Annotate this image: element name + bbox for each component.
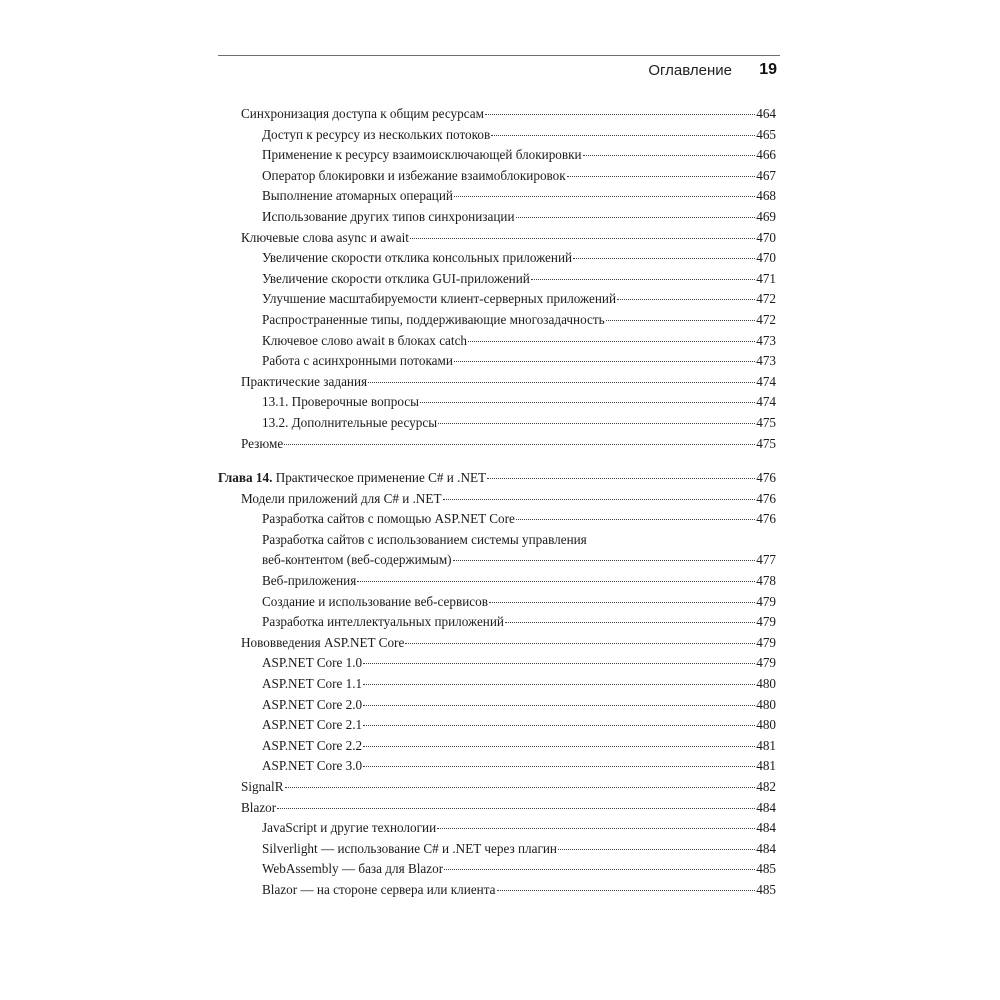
dot-leader <box>567 176 756 177</box>
toc-entry-page-number: 473 <box>756 332 776 348</box>
toc-entry-title <box>262 571 356 592</box>
toc-entry-row <box>262 818 776 839</box>
toc-entry-page-number: 479 <box>756 593 776 609</box>
toc-entry-title-text: Синхронизация доступа к общим ресурсам <box>241 106 484 121</box>
toc-section-entry[interactable] <box>218 798 776 819</box>
toc-entry-page-number: 466 <box>756 147 776 163</box>
toc-entry-title <box>262 880 496 901</box>
dot-leader <box>363 705 755 706</box>
toc-entry-row <box>218 468 776 489</box>
toc-subsection-entry[interactable] <box>218 392 776 413</box>
dot-leader <box>443 499 756 500</box>
toc-subsection-entry[interactable] <box>218 207 776 228</box>
toc-entry-title-text: веб-контентом (веб-содержимым) <box>262 552 452 568</box>
toc-entry-title <box>241 633 404 654</box>
toc-subsection-entry[interactable] <box>218 186 776 207</box>
toc-entry-title-text: Практическое применение C# и .NET <box>275 470 487 486</box>
toc-entry-row <box>262 269 776 290</box>
toc-entry-page-number: 474 <box>756 373 776 389</box>
toc-entry-page-number: 476 <box>756 511 776 527</box>
toc-entry-title-text: Оператор блокировки и избежание взаимоблокировок <box>262 167 566 183</box>
dot-leader <box>420 402 755 403</box>
toc-entry-title-text: Резюме <box>241 435 284 451</box>
toc-entry-title <box>262 839 557 860</box>
toc-entry-title <box>262 674 362 695</box>
dot-leader <box>617 299 755 300</box>
toc-entry-title <box>241 228 409 249</box>
toc-entry-row <box>262 550 776 571</box>
toc-entry-title-text: Распространенные типы, поддерживающие многозадачность <box>262 311 605 327</box>
toc-entry-title-text: Практические задания <box>241 373 368 389</box>
toc-entry-title-text: Ключевое слово await в блоках catch <box>262 332 468 348</box>
toc-entry-page-number: 480 <box>756 696 776 712</box>
toc-subsection-entry[interactable] <box>218 289 776 310</box>
toc-entry-title <box>262 166 566 187</box>
toc-entry-row <box>262 859 776 880</box>
toc-entry-page-number: 468 <box>756 188 776 204</box>
dot-leader <box>454 196 755 197</box>
toc-entry-page-number: 481 <box>756 758 776 774</box>
toc-entry-title <box>262 413 437 434</box>
toc-entry-page-number: 476 <box>756 490 776 506</box>
toc-subsection-entry[interactable] <box>218 818 776 839</box>
dot-leader <box>363 725 755 726</box>
toc-entry-title-text: Применение к ресурсу взаимоисключающей блокировки <box>262 147 582 163</box>
toc-entry-title <box>241 372 367 393</box>
toc-entry-title <box>262 736 362 757</box>
toc-entry-title <box>262 653 362 674</box>
toc-entry-title-text: Blazor <box>241 799 277 815</box>
toc-entry-row <box>241 104 776 125</box>
toc-entry-row <box>241 777 776 798</box>
toc-entry-page-number: 485 <box>756 861 776 877</box>
dot-leader <box>363 663 755 664</box>
toc-entry-title-text: Веб-приложения <box>262 573 357 589</box>
toc-entry-row <box>262 413 776 434</box>
toc-entry-row <box>262 715 776 736</box>
dot-leader <box>516 217 756 218</box>
toc-entry-title <box>262 186 453 207</box>
dot-leader <box>606 320 756 321</box>
toc-entry-title-text: Модели приложений для C# и .NET <box>241 490 442 506</box>
toc-entry-page-number: 465 <box>756 126 776 142</box>
toc-entry-title-text: Работа с асинхронными потоками <box>262 353 453 369</box>
toc-entry-page-number: 484 <box>756 799 776 815</box>
table-of-contents <box>218 104 776 901</box>
dot-leader <box>583 155 756 156</box>
dot-leader <box>284 444 755 445</box>
toc-entry-title-text: Увеличение скорости отклика GUI-приложений <box>262 270 530 286</box>
toc-section-entry[interactable] <box>218 104 776 125</box>
toc-entry-title-text: ASP.NET Core 1.0 <box>262 655 363 671</box>
toc-entry-row <box>262 509 776 530</box>
dot-leader <box>531 279 755 280</box>
toc-entry-page-number: 467 <box>756 167 776 183</box>
toc-entry-row <box>262 592 776 613</box>
toc-entry-title <box>241 104 484 125</box>
dot-leader <box>491 135 755 136</box>
toc-subsection-entry[interactable] <box>218 612 776 633</box>
toc-entry-page-number: 470 <box>756 250 776 266</box>
toc-entry-row <box>241 798 776 819</box>
dot-leader <box>489 602 755 603</box>
header-title: Оглавление <box>648 62 732 79</box>
toc-entry-page-number: 469 <box>756 208 776 224</box>
toc-subsection-entry[interactable] <box>218 859 776 880</box>
toc-entry-title <box>262 351 453 372</box>
toc-subsection-entry[interactable] <box>218 413 776 434</box>
toc-entry-page-number: 464 <box>756 106 776 121</box>
toc-entry-title <box>262 125 490 146</box>
toc-subsection-entry[interactable] <box>218 125 776 146</box>
dot-leader <box>454 361 755 362</box>
toc-entry-page-number: 478 <box>756 573 776 589</box>
toc-entry-title-text: Улучшение масштабируемости клиент-серверных приложений <box>262 291 617 307</box>
toc-entry-page-number: 474 <box>756 394 776 410</box>
toc-entry-row <box>262 207 776 228</box>
toc-entry-row <box>262 612 776 633</box>
toc-entry-title <box>262 289 616 310</box>
toc-subsection-entry[interactable] <box>218 736 776 757</box>
toc-entry-title <box>262 612 504 633</box>
toc-entry-row <box>241 434 776 455</box>
toc-subsection-entry[interactable] <box>218 695 776 716</box>
toc-entry-row <box>262 289 776 310</box>
toc-entry-page-number: 473 <box>756 353 776 369</box>
toc-entry-title-text: Blazor — на стороне сервера или клиента <box>262 881 496 897</box>
toc-entry-title <box>262 859 443 880</box>
toc-entry-title <box>262 715 362 736</box>
dot-leader <box>277 808 755 809</box>
running-header <box>218 55 780 80</box>
toc-section-entry[interactable] <box>218 633 776 654</box>
toc-entry-title <box>262 269 530 290</box>
toc-entry-row <box>262 839 776 860</box>
toc-entry-title-text: Silverlight — использование C# и .NET через плагин <box>262 840 557 856</box>
toc-entry-title <box>262 818 436 839</box>
toc-entry-page-number: 484 <box>756 820 776 836</box>
dot-leader <box>453 560 756 561</box>
toc-entry-title <box>262 592 488 613</box>
toc-entry-row <box>262 674 776 695</box>
toc-subsection-entry[interactable] <box>218 509 776 530</box>
toc-entry-row <box>262 310 776 331</box>
toc-subsection-entry[interactable] <box>218 653 776 674</box>
toc-entry-row <box>262 145 776 166</box>
toc-entry-row <box>262 186 776 207</box>
toc-entry-page-number: 476 <box>756 470 776 486</box>
toc-entry-title <box>262 509 515 530</box>
toc-subsection-entry[interactable] <box>218 530 776 571</box>
toc-entry-title <box>241 777 284 798</box>
dot-leader <box>363 684 755 685</box>
toc-subsection-entry[interactable] <box>218 592 776 613</box>
toc-entry-title <box>241 798 276 819</box>
toc-entry-title-line: Разработка сайтов с использованием системы управления <box>262 531 587 547</box>
toc-subsection-entry[interactable] <box>218 839 776 860</box>
toc-entry-page-number: 477 <box>756 552 776 568</box>
toc-entry-title <box>262 207 515 228</box>
toc-entry-title-text: SignalR <box>241 779 284 794</box>
toc-chapter-entry[interactable] <box>218 468 776 489</box>
toc-section-entry[interactable] <box>218 228 776 249</box>
toc-entry-row <box>262 695 776 716</box>
dot-leader <box>357 581 755 582</box>
dot-leader <box>487 478 755 479</box>
toc-entry-row <box>262 653 776 674</box>
dot-leader <box>363 746 755 747</box>
toc-subsection-entry[interactable] <box>218 351 776 372</box>
toc-entry-page-number: 471 <box>756 270 776 286</box>
toc-entry-row <box>262 125 776 146</box>
dot-leader <box>505 622 755 623</box>
toc-entry-title-text: ASP.NET Core 2.0 <box>262 696 363 712</box>
toc-entry-title <box>262 695 362 716</box>
dot-leader <box>444 869 755 870</box>
dot-leader <box>285 787 756 788</box>
toc-subsection-entry[interactable] <box>218 248 776 269</box>
toc-entry-title-text: Создание и использование веб-сервисов <box>262 593 488 609</box>
dot-leader <box>573 258 755 259</box>
toc-entry-title-text: Нововведения ASP.NET Core <box>241 634 405 650</box>
toc-entry-title <box>262 756 362 777</box>
toc-entry-page-number: 475 <box>756 414 776 430</box>
toc-entry-title <box>262 550 452 571</box>
toc-entry-row <box>241 372 776 393</box>
toc-entry-row <box>262 756 776 777</box>
toc-entry-row <box>241 228 776 249</box>
toc-entry-title-text: ASP.NET Core 1.1 <box>262 676 363 692</box>
toc-section-entry[interactable] <box>218 434 776 455</box>
chapter-label: Глава 14. <box>218 470 273 486</box>
toc-entry-title-text: 13.2. Дополнительные ресурсы <box>262 414 438 430</box>
toc-entry-row <box>262 331 776 352</box>
toc-entry-row <box>241 633 776 654</box>
toc-subsection-entry[interactable] <box>218 269 776 290</box>
toc-entry-page-number: 482 <box>756 779 776 794</box>
toc-entry-title <box>241 489 442 510</box>
toc-entry-title <box>262 331 467 352</box>
toc-entry-page-number: 475 <box>756 435 776 451</box>
toc-section-entry[interactable] <box>218 777 776 798</box>
toc-entry-title <box>262 392 419 413</box>
toc-entry-page-number: 481 <box>756 737 776 753</box>
toc-entry-page-number: 479 <box>756 655 776 671</box>
dot-leader <box>368 382 755 383</box>
dot-leader <box>497 890 756 891</box>
dot-leader <box>410 238 755 239</box>
toc-entry-title-text: Выполнение атомарных операций <box>262 188 453 204</box>
dot-leader <box>485 114 755 115</box>
toc-entry-title <box>262 145 582 166</box>
dot-leader <box>558 849 755 850</box>
toc-section-entry[interactable] <box>218 372 776 393</box>
toc-entry-row <box>241 489 776 510</box>
toc-entry-page-number: 470 <box>756 229 776 245</box>
toc-subsection-entry[interactable] <box>218 310 776 331</box>
toc-entry-row <box>262 571 776 592</box>
toc-entry-page-number: 480 <box>756 717 776 733</box>
toc-entry-row <box>262 351 776 372</box>
toc-entry-page-number: 472 <box>756 291 776 307</box>
dot-leader <box>468 341 755 342</box>
toc-entry-title-text: Использование других типов синхронизации <box>262 208 515 224</box>
toc-entry-page-number: 479 <box>756 634 776 650</box>
toc-entry-title-text: WebAssembly — база для Blazor <box>262 861 444 877</box>
toc-entry-title <box>262 248 572 269</box>
toc-entry-page-number: 480 <box>756 676 776 692</box>
dot-leader <box>405 643 755 644</box>
toc-entry-page-number: 484 <box>756 840 776 856</box>
toc-subsection-entry[interactable] <box>218 674 776 695</box>
toc-subsection-entry[interactable] <box>218 756 776 777</box>
toc-subsection-entry[interactable] <box>218 331 776 352</box>
toc-entry-title-text: Ключевые слова async и await <box>241 229 409 245</box>
dot-leader <box>437 828 755 829</box>
toc-subsection-entry[interactable] <box>218 880 776 901</box>
toc-entry-row <box>262 880 776 901</box>
dot-leader <box>438 423 755 424</box>
toc-entry-row <box>262 248 776 269</box>
toc-entry-title-text: Доступ к ресурсу из нескольких потоков <box>262 126 491 142</box>
toc-entry-page-number: 479 <box>756 614 776 630</box>
toc-entry-title-text: 13.1. Проверочные вопросы <box>262 394 419 410</box>
toc-entry-page-number: 485 <box>756 881 776 897</box>
toc-entry-title-text: ASP.NET Core 2.2 <box>262 737 363 753</box>
toc-subsection-entry[interactable] <box>218 571 776 592</box>
toc-entry-title-text: Разработка сайтов с помощью ASP.NET Core <box>262 511 515 527</box>
toc-entry-title <box>241 434 283 455</box>
dot-leader <box>516 519 755 520</box>
toc-entry-page-number: 472 <box>756 311 776 327</box>
toc-subsection-entry[interactable] <box>218 166 776 187</box>
header-page-number: 19 <box>759 61 777 78</box>
toc-entry-row <box>262 166 776 187</box>
dot-leader <box>363 766 755 767</box>
toc-entry-row <box>262 392 776 413</box>
toc-subsection-entry[interactable] <box>218 145 776 166</box>
toc-entry-title-text: Увеличение скорости отклика консольных приложений <box>262 250 573 266</box>
toc-entry-title-text: JavaScript и другие технологии <box>262 820 437 836</box>
toc-entry-title <box>262 310 605 331</box>
toc-entry-title-text: Разработка интеллектуальных приложений <box>262 614 504 630</box>
toc-entry-title-text: ASP.NET Core 2.1 <box>262 717 363 733</box>
toc-section-entry[interactable] <box>218 489 776 510</box>
toc-entry-title-text: ASP.NET Core 3.0 <box>262 758 363 774</box>
toc-entry-row <box>262 736 776 757</box>
toc-entry-title <box>218 468 486 489</box>
toc-subsection-entry[interactable] <box>218 715 776 736</box>
